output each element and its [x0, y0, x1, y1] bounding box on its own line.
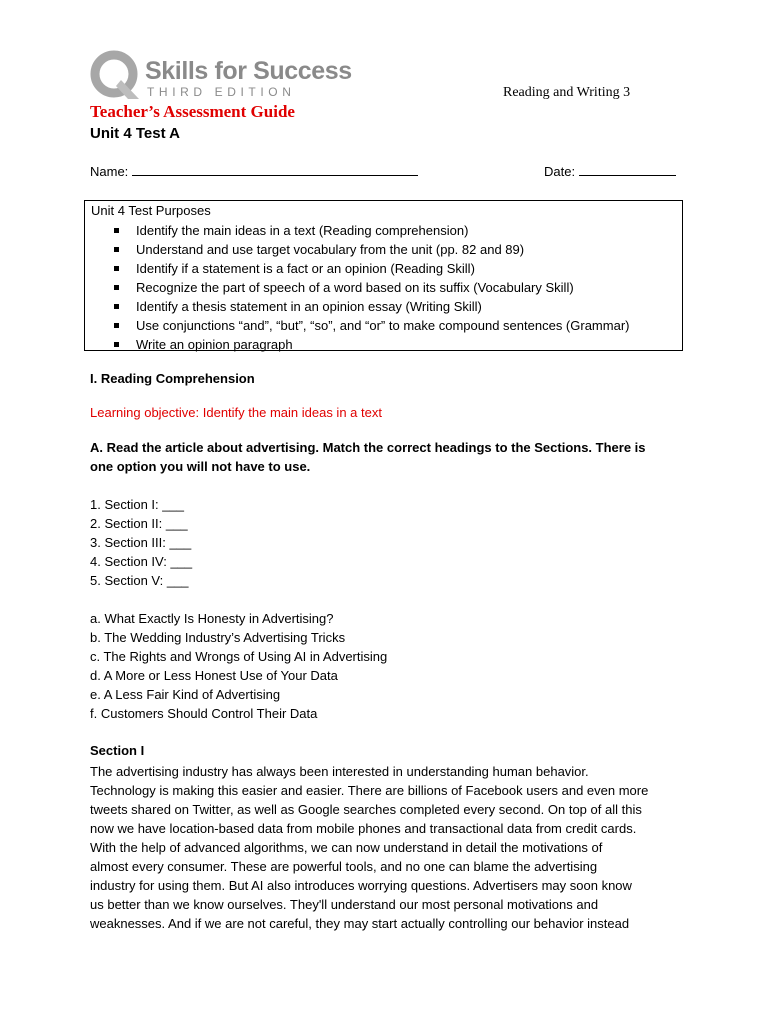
heading-options	[90, 609, 387, 723]
purpose-item: Understand and use target vocabulary from the unit (pp. 82 and 89)	[85, 240, 629, 259]
section-heading: I. Reading Comprehension	[90, 371, 255, 386]
article-line: weaknesses. And if we are not careful, they may start actually controlling our behavior instead	[90, 916, 630, 931]
option-item: e. A Less Fair Kind of Advertising	[90, 687, 281, 702]
book-level: Reading and Writing 3	[503, 85, 631, 100]
guide-title: Teacher’s Assessment Guide	[90, 102, 295, 121]
bullet-icon	[114, 323, 119, 328]
purpose-item: Identify a thesis statement in an opinion essay (Writing Skill)	[85, 297, 629, 316]
bullet-icon	[114, 266, 119, 271]
logo-edition: THIRD EDITION	[147, 85, 296, 99]
bullet-icon	[114, 247, 119, 252]
question-item: 5. Section V: ___	[90, 573, 189, 588]
purpose-item: Write an opinion paragraph	[85, 335, 629, 354]
question-item: 4. Section IV: ___	[90, 554, 193, 569]
article-line: With the help of advanced algorithms, we can now understand in detail the motivations of	[90, 840, 603, 855]
bullet-icon	[114, 228, 119, 233]
article-section-title: Section I	[90, 743, 145, 758]
purpose-item: Recognize the part of speech of a word based on its suffix (Vocabulary Skill)	[85, 278, 629, 297]
article-line: The advertising industry has always been interested in understanding human behavior.	[90, 764, 589, 779]
article-line: now we have location-based data from mobile phones and transactional data from credit cards.	[90, 821, 637, 836]
bullet-icon	[114, 342, 119, 347]
instruction-line-2: one option you will not have to use.	[90, 459, 311, 474]
purpose-item: Use conjunctions “and”, “but”, “so”, and “or” to make compound sentences (Grammar)	[85, 316, 629, 335]
name-field	[90, 163, 418, 179]
skills-for-success-logo	[90, 50, 350, 102]
date-blank[interactable]	[579, 163, 676, 176]
learning-objective: Learning objective: Identify the main ideas in a text	[90, 405, 382, 420]
matching-questions	[90, 495, 192, 590]
article-line: industry for using them. But AI also introduces worrying questions. Advertisers may soon know	[90, 878, 632, 893]
option-item: d. A More or Less Honest Use of Your Data	[90, 668, 338, 683]
article-text	[90, 762, 690, 933]
date-field	[544, 163, 676, 179]
purpose-item: Identify the main ideas in a text (Reading comprehension)	[85, 221, 629, 240]
question-item: 1. Section I: ___	[90, 497, 184, 512]
date-label: Date:	[544, 164, 576, 179]
question-item: 3. Section III: ___	[90, 535, 192, 550]
purposes-list	[85, 221, 629, 354]
article-line: almost every consumer. These are powerful tools, and no one can blame the advertising	[90, 859, 598, 874]
purpose-item: Identify if a statement is a fact or an opinion (Reading Skill)	[85, 259, 629, 278]
bullet-icon	[114, 285, 119, 290]
article-line: us better than we know ourselves. They'll understand our most personal motivations and	[90, 897, 599, 912]
article-line: tweets shared on Twitter, as well as Google searches completed every second. On top of all this	[90, 802, 642, 817]
test-title: Unit 4 Test A	[90, 125, 181, 142]
option-item: c. The Rights and Wrongs of Using AI in Advertising	[90, 649, 388, 664]
q-logo-icon	[90, 50, 140, 100]
name-blank[interactable]	[132, 163, 418, 176]
instruction-line-1: A. Read the article about advertising. Match the correct headings to the Sections. There is	[90, 440, 646, 455]
name-label: Name:	[90, 164, 129, 179]
test-purposes-box	[84, 200, 683, 351]
purposes-title: Unit 4 Test Purposes	[91, 203, 211, 218]
option-item: f. Customers Should Control Their Data	[90, 706, 318, 721]
logo-title: Skills for Success	[145, 57, 352, 85]
bullet-icon	[114, 304, 119, 309]
option-item: b. The Wedding Industry’s Advertising Tricks	[90, 630, 346, 645]
article-line: Technology is making this easier and easier. There are billions of Facebook users and even more	[90, 783, 649, 798]
option-item: a. What Exactly Is Honesty in Advertising?	[90, 611, 334, 626]
question-item: 2. Section II: ___	[90, 516, 188, 531]
